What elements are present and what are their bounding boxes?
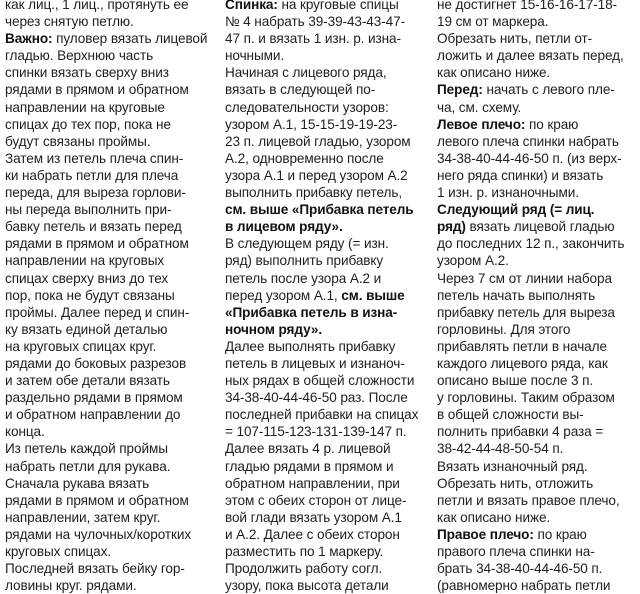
text-run: ку вязать единой деталью: [5, 321, 168, 337]
text-line: [5, 304, 210, 321]
text-line: [437, 64, 637, 81]
text-line: [5, 287, 210, 304]
text-line: [5, 150, 210, 167]
text-line: [225, 287, 425, 304]
text-line: [225, 270, 425, 287]
text-line: [225, 133, 425, 150]
text-line: [437, 81, 637, 98]
text-line: [5, 355, 210, 372]
text-run: Из петель каждой проймы: [5, 441, 168, 457]
text-run: (равномерно набрать петли: [437, 578, 611, 594]
text-run: пор, пока не будут связаны: [5, 287, 175, 303]
text-run: узору, пока высота детали: [225, 578, 389, 594]
text-run: проймы. Далее перед и спин-: [5, 304, 190, 320]
text-line: [437, 167, 637, 184]
text-run: этом с обеих сторон от лице-: [225, 492, 407, 508]
text-run: 19 см от маркера.: [437, 14, 549, 30]
text-run: вязать в следующей по-: [225, 82, 376, 98]
bold-text: Перед:: [437, 82, 483, 98]
text-line: [437, 13, 637, 30]
text-line: [437, 201, 637, 218]
text-line: [437, 526, 637, 543]
text-run: ных рядах в общей сложности: [225, 373, 415, 389]
text-line: [437, 321, 637, 338]
text-run: прибавку петель для выреза: [437, 304, 615, 320]
text-run: = 107-115-123-131-139-147 п.: [225, 424, 407, 440]
bold-text: Левое плечо:: [437, 116, 526, 132]
text-column-1: [5, 0, 210, 594]
text-line: [5, 406, 210, 423]
text-run: в общей сложности вы-: [437, 407, 584, 423]
text-line: [437, 47, 637, 64]
text-run: ряд) выполнить прибавку: [225, 253, 384, 269]
text-line: [437, 99, 637, 116]
bold-text: Правое плечо:: [437, 526, 534, 542]
text-run: гладью рядами в прямом и: [225, 458, 394, 474]
text-line: [225, 13, 425, 30]
text-line: [225, 235, 425, 252]
text-line: [5, 81, 210, 98]
bold-text: см. выше «Прибавка петель: [225, 202, 414, 218]
text-line: [5, 167, 210, 184]
bold-text: Следующий ряд (= лиц.: [437, 202, 595, 218]
text-run: Сначала рукава вязать: [5, 475, 150, 491]
text-line: [5, 338, 210, 355]
text-run: В следующем ряду (= изн.: [225, 236, 389, 252]
text-run: узором А.1, 15-15-19-19-23-: [225, 116, 398, 132]
text-line: [225, 440, 425, 457]
text-run: как описано ниже.: [437, 509, 551, 525]
text-run: выполнить прибавку петель,: [225, 185, 403, 201]
text-run: петель после узора А.2 и: [225, 270, 382, 286]
text-line: [5, 440, 210, 457]
text-run: как лиц., 1 лиц., протянуть ее: [5, 0, 189, 12]
text-run: брать 34-38-40-44-46-50 п.: [437, 561, 603, 577]
bold-text: см. выше: [341, 287, 405, 303]
text-line: [225, 252, 425, 269]
text-line: [225, 509, 425, 526]
text-column-3: [437, 0, 637, 594]
text-run: Вязать изнаночный ряд.: [437, 458, 588, 474]
text-run: пуловер вязать лицевой: [52, 31, 208, 47]
text-line: [437, 338, 637, 355]
text-run: обратном направлении, при: [225, 475, 400, 491]
text-run: не достигнет 15-16-16-17-18-: [437, 0, 617, 12]
text-line: [437, 235, 637, 252]
text-run: 47 п. и вязать 1 изн. р. изна-: [225, 31, 401, 47]
text-run: бавку петель и вязать перед: [5, 219, 182, 235]
text-run: рядами в прямом и обратном: [5, 236, 189, 252]
text-run: через снятую петлю.: [5, 14, 134, 30]
text-run: гладью. Верхнюю часть: [5, 48, 154, 64]
text-run: ложить и далее вязать перед,: [437, 48, 624, 64]
text-run: Далее выполнять прибавку: [225, 338, 396, 354]
text-line: [5, 218, 210, 235]
text-run: спицах до тех пор, пока не: [5, 116, 171, 132]
text-line: [5, 509, 210, 526]
text-run: вязать лицевой гладью: [465, 219, 615, 235]
text-line: [5, 475, 210, 492]
text-line: [437, 0, 637, 13]
text-run: разместить по 1 маркеру.: [225, 544, 384, 559]
text-line: [437, 560, 637, 577]
text-line: [437, 287, 637, 304]
text-line: [5, 526, 210, 543]
text-run: спинки вязать сверху вниз: [5, 65, 169, 81]
text-run: Продолжить работу согл.: [225, 561, 383, 577]
text-line: [225, 304, 425, 321]
text-run: 1 изн. р. изнаночными.: [437, 185, 579, 201]
text-line: [437, 252, 637, 269]
text-run: него ряда спинки) и вязать: [437, 167, 604, 183]
text-line: [437, 372, 637, 389]
text-line: [5, 133, 210, 150]
text-run: ловины круг. рядами.: [5, 578, 137, 594]
text-line: [225, 372, 425, 389]
text-line: [5, 577, 210, 594]
text-line: [225, 116, 425, 133]
text-run: правого плеча спинки на-: [437, 544, 595, 559]
text-run: петель в лицевых и изнаноч-: [225, 355, 405, 371]
text-line: [5, 47, 210, 64]
text-line: [225, 321, 425, 338]
text-run: конца.: [5, 424, 45, 440]
text-line: [5, 13, 210, 30]
text-line: [5, 252, 210, 269]
text-line: [437, 270, 637, 287]
text-line: [437, 458, 637, 475]
text-line: [5, 184, 210, 201]
text-run: вой глади вязать узором А.1: [225, 509, 402, 525]
text-line: [437, 423, 637, 440]
text-run: ночными.: [225, 48, 285, 64]
text-line: [437, 492, 637, 509]
text-run: и затем обе детали вязать: [5, 373, 170, 389]
text-run: рядами в прямом и обратном: [5, 82, 189, 98]
text-run: переда, для выреза горлови-: [5, 185, 186, 201]
text-line: [225, 526, 425, 543]
text-run: горловины. Для этого: [437, 321, 571, 337]
text-line: [5, 116, 210, 133]
text-run: Затем из петель плеча спин-: [5, 150, 184, 166]
text-line: [225, 0, 425, 13]
text-line: [225, 47, 425, 64]
text-run: набрать петли для рукава.: [5, 458, 171, 474]
text-run: направлении, затем круг.: [5, 509, 161, 525]
text-run: № 4 набрать 39-39-43-43-47-: [225, 14, 405, 30]
text-run: перед узором А.1,: [225, 287, 342, 303]
text-run: и А.2. Далее с обеих сторон: [225, 526, 400, 542]
text-line: [437, 577, 637, 594]
text-line: [225, 64, 425, 81]
text-run: ки набрать петли для плеча: [5, 167, 179, 183]
text-run: рядами до боковых разрезов: [5, 355, 187, 371]
text-run: полнить прибавки 4 раза =: [437, 424, 604, 440]
text-line: [225, 218, 425, 235]
text-line: [437, 133, 637, 150]
text-line: [437, 440, 637, 457]
text-line: [225, 81, 425, 98]
text-run: описано выше после 3 п.: [437, 373, 594, 389]
text-run: спицах сверху вниз до тех: [5, 270, 169, 286]
text-line: [437, 304, 637, 321]
text-run: каждого лицевого ряда, как: [437, 355, 608, 371]
text-line: [437, 355, 637, 372]
text-run: по краю: [525, 116, 579, 132]
text-run: у горловины. Таким образом: [437, 390, 615, 406]
text-line: [5, 201, 210, 218]
text-run: Последней вязать бейку гор-: [5, 561, 185, 577]
text-run: следовательности узоров:: [225, 99, 389, 115]
text-run: рядами в прямом и обратном: [5, 492, 189, 508]
text-run: направлении на круговых: [5, 253, 165, 269]
bold-text: ряд): [437, 219, 466, 235]
text-run: Обрезать нить, отложить: [437, 475, 594, 491]
text-run: 38-42-44-48-50-54 п.: [437, 441, 564, 457]
text-line: [437, 389, 637, 406]
text-run: Начиная с лицевого ряда,: [225, 65, 387, 81]
text-line: [5, 492, 210, 509]
text-line: [437, 475, 637, 492]
text-line: [5, 235, 210, 252]
text-line: [225, 99, 425, 116]
text-line: [5, 321, 210, 338]
text-line: [437, 116, 637, 133]
text-line: [5, 423, 210, 440]
text-line: [5, 543, 210, 560]
text-run: петель начать выполнять: [437, 287, 596, 303]
text-line: [225, 184, 425, 201]
text-run: раздельно рядами в прямом: [5, 390, 183, 406]
text-line: [225, 150, 425, 167]
text-line: [5, 270, 210, 287]
text-line: [437, 218, 637, 235]
text-run: до последних 12 п., закончить: [437, 236, 625, 252]
text-run: начать с левого пле-: [482, 82, 615, 98]
text-run: и обратном направлении до: [5, 407, 181, 423]
text-run: 34-38-40-44-46-50 раз. После: [225, 390, 408, 406]
text-run: ча, см. схему.: [437, 99, 522, 115]
text-line: [5, 560, 210, 577]
text-line: [437, 30, 637, 47]
text-line: [5, 30, 210, 47]
text-run: Обрезать нить, петли от-: [437, 31, 593, 47]
text-run: А.2, одновременно после: [225, 150, 384, 166]
text-run: ны переда выполнить при-: [5, 202, 172, 218]
text-line: [5, 0, 210, 13]
bold-text: «Прибавка петель в изна-: [225, 304, 398, 320]
text-line: [437, 406, 637, 423]
text-column-2: [225, 0, 425, 594]
text-line: [225, 458, 425, 475]
bold-text: в лицевом ряду».: [225, 219, 343, 235]
text-run: 34-38-40-44-46-50 п. (из верх-: [437, 150, 622, 166]
text-line: [437, 150, 637, 167]
text-run: прибавлять петли в начале: [437, 338, 607, 354]
text-run: 23 п. лицевой гладью, узором: [225, 133, 411, 149]
text-line: [225, 30, 425, 47]
text-run: узора А.1 и перед узором А.2: [225, 167, 408, 183]
text-run: петли и вязать правое плечо,: [437, 492, 620, 508]
text-run: Далее вязать 4 р. лицевой: [225, 441, 391, 457]
text-run: как описано ниже.: [437, 65, 551, 81]
text-run: последней прибавки на спицах: [225, 407, 419, 423]
text-line: [5, 64, 210, 81]
bold-text: Спинка:: [225, 0, 278, 12]
text-run: Через 7 см от линии набора: [437, 270, 612, 286]
text-run: будут связаны проймы.: [5, 133, 151, 149]
text-line: [5, 372, 210, 389]
text-run: по краю: [533, 526, 587, 542]
text-run: узором А.2.: [437, 253, 509, 269]
text-run: круговых спицах.: [5, 544, 112, 559]
text-line: [437, 184, 637, 201]
text-run: рядами на чулочных/коротких: [5, 526, 192, 542]
text-line: [437, 543, 637, 560]
text-line: [225, 560, 425, 577]
text-line: [225, 355, 425, 372]
text-run: направлении на круговые: [5, 99, 165, 115]
text-line: [225, 492, 425, 509]
text-line: [437, 509, 637, 526]
text-line: [225, 406, 425, 423]
text-line: [5, 99, 210, 116]
text-line: [225, 389, 425, 406]
text-run: на круговые спицы: [277, 0, 399, 12]
text-line: [225, 423, 425, 440]
text-line: [225, 167, 425, 184]
text-line: [5, 458, 210, 475]
text-run: на круговых спицах круг.: [5, 338, 157, 354]
text-line: [5, 389, 210, 406]
text-line: [225, 475, 425, 492]
text-run: левого плеча спинки набрать: [437, 133, 619, 149]
text-line: [225, 338, 425, 355]
bold-text: Важно:: [5, 31, 53, 47]
bold-text: ночном ряду».: [225, 321, 323, 337]
text-line: [225, 577, 425, 594]
text-line: [225, 543, 425, 560]
text-line: [225, 201, 425, 218]
